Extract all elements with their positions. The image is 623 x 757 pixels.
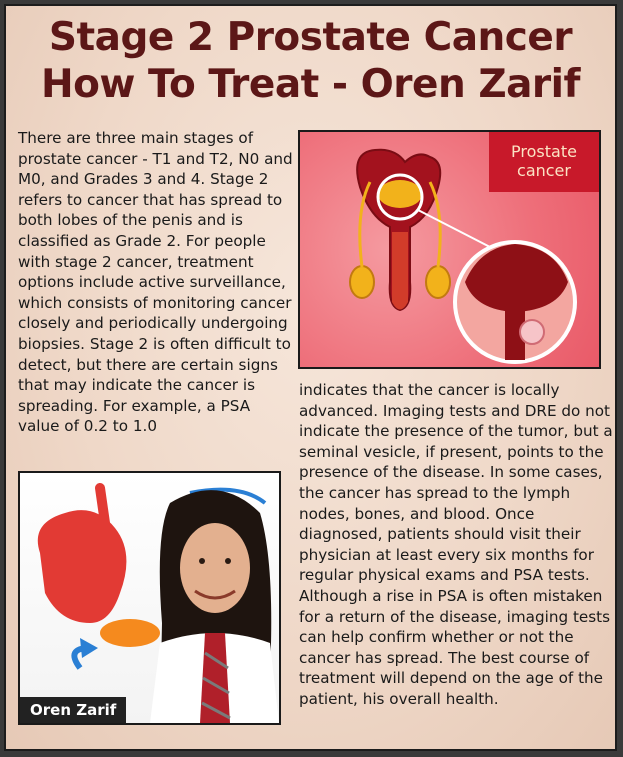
author-photo bbox=[18, 471, 281, 725]
label-line-2: cancer bbox=[517, 161, 571, 180]
title-line-1: Stage 2 Prostate Cancer bbox=[48, 15, 573, 60]
article-card bbox=[4, 4, 617, 751]
title-line-2: How To Treat - Oren Zarif bbox=[41, 62, 580, 107]
portrait-illustration bbox=[20, 473, 279, 723]
page-title bbox=[6, 14, 615, 108]
photo-caption: Oren Zarif bbox=[20, 697, 126, 723]
prostate-cancer-label bbox=[489, 132, 599, 192]
body-text-right: indicates that the cancer is locally advanced. Imaging tests and DRE do not indicate the presence of the tumor, but a seminal vesicle, if present, points to the presence of the disease. In some cases, the cancer has spread to the lymph nodes, bones, and blood. Once diagnosed, patients should visit their physician at least every six months for regular physical exams and PSA tests. Although a rise in PSA is often mistaken for a return of the disease, imaging tests can help confirm whether or not the cancer has spread. The best course of treatment will depend on the age of the patient, his overall health. bbox=[299, 381, 613, 708]
body-text-left: There are three main stages of prostate cancer - T1 and T2, N0 and M0, and Grades 3 and 4. Stage 2 refers to cancer that has spread to both lobes of the penis and is classified as Grade 2. For people with stage 2 cancer, treatment options include active surveillance, which consists of monitoring cancer closely and periodically undergoing biopsies. Stage 2 is often difficult to detect, but there are certain signs that may indicate the cancer is spreading. For example, a PSA value of 0.2 to 1.0 bbox=[18, 129, 293, 436]
prostate-illustration bbox=[298, 130, 601, 369]
label-line-1: Prostate bbox=[511, 142, 577, 161]
